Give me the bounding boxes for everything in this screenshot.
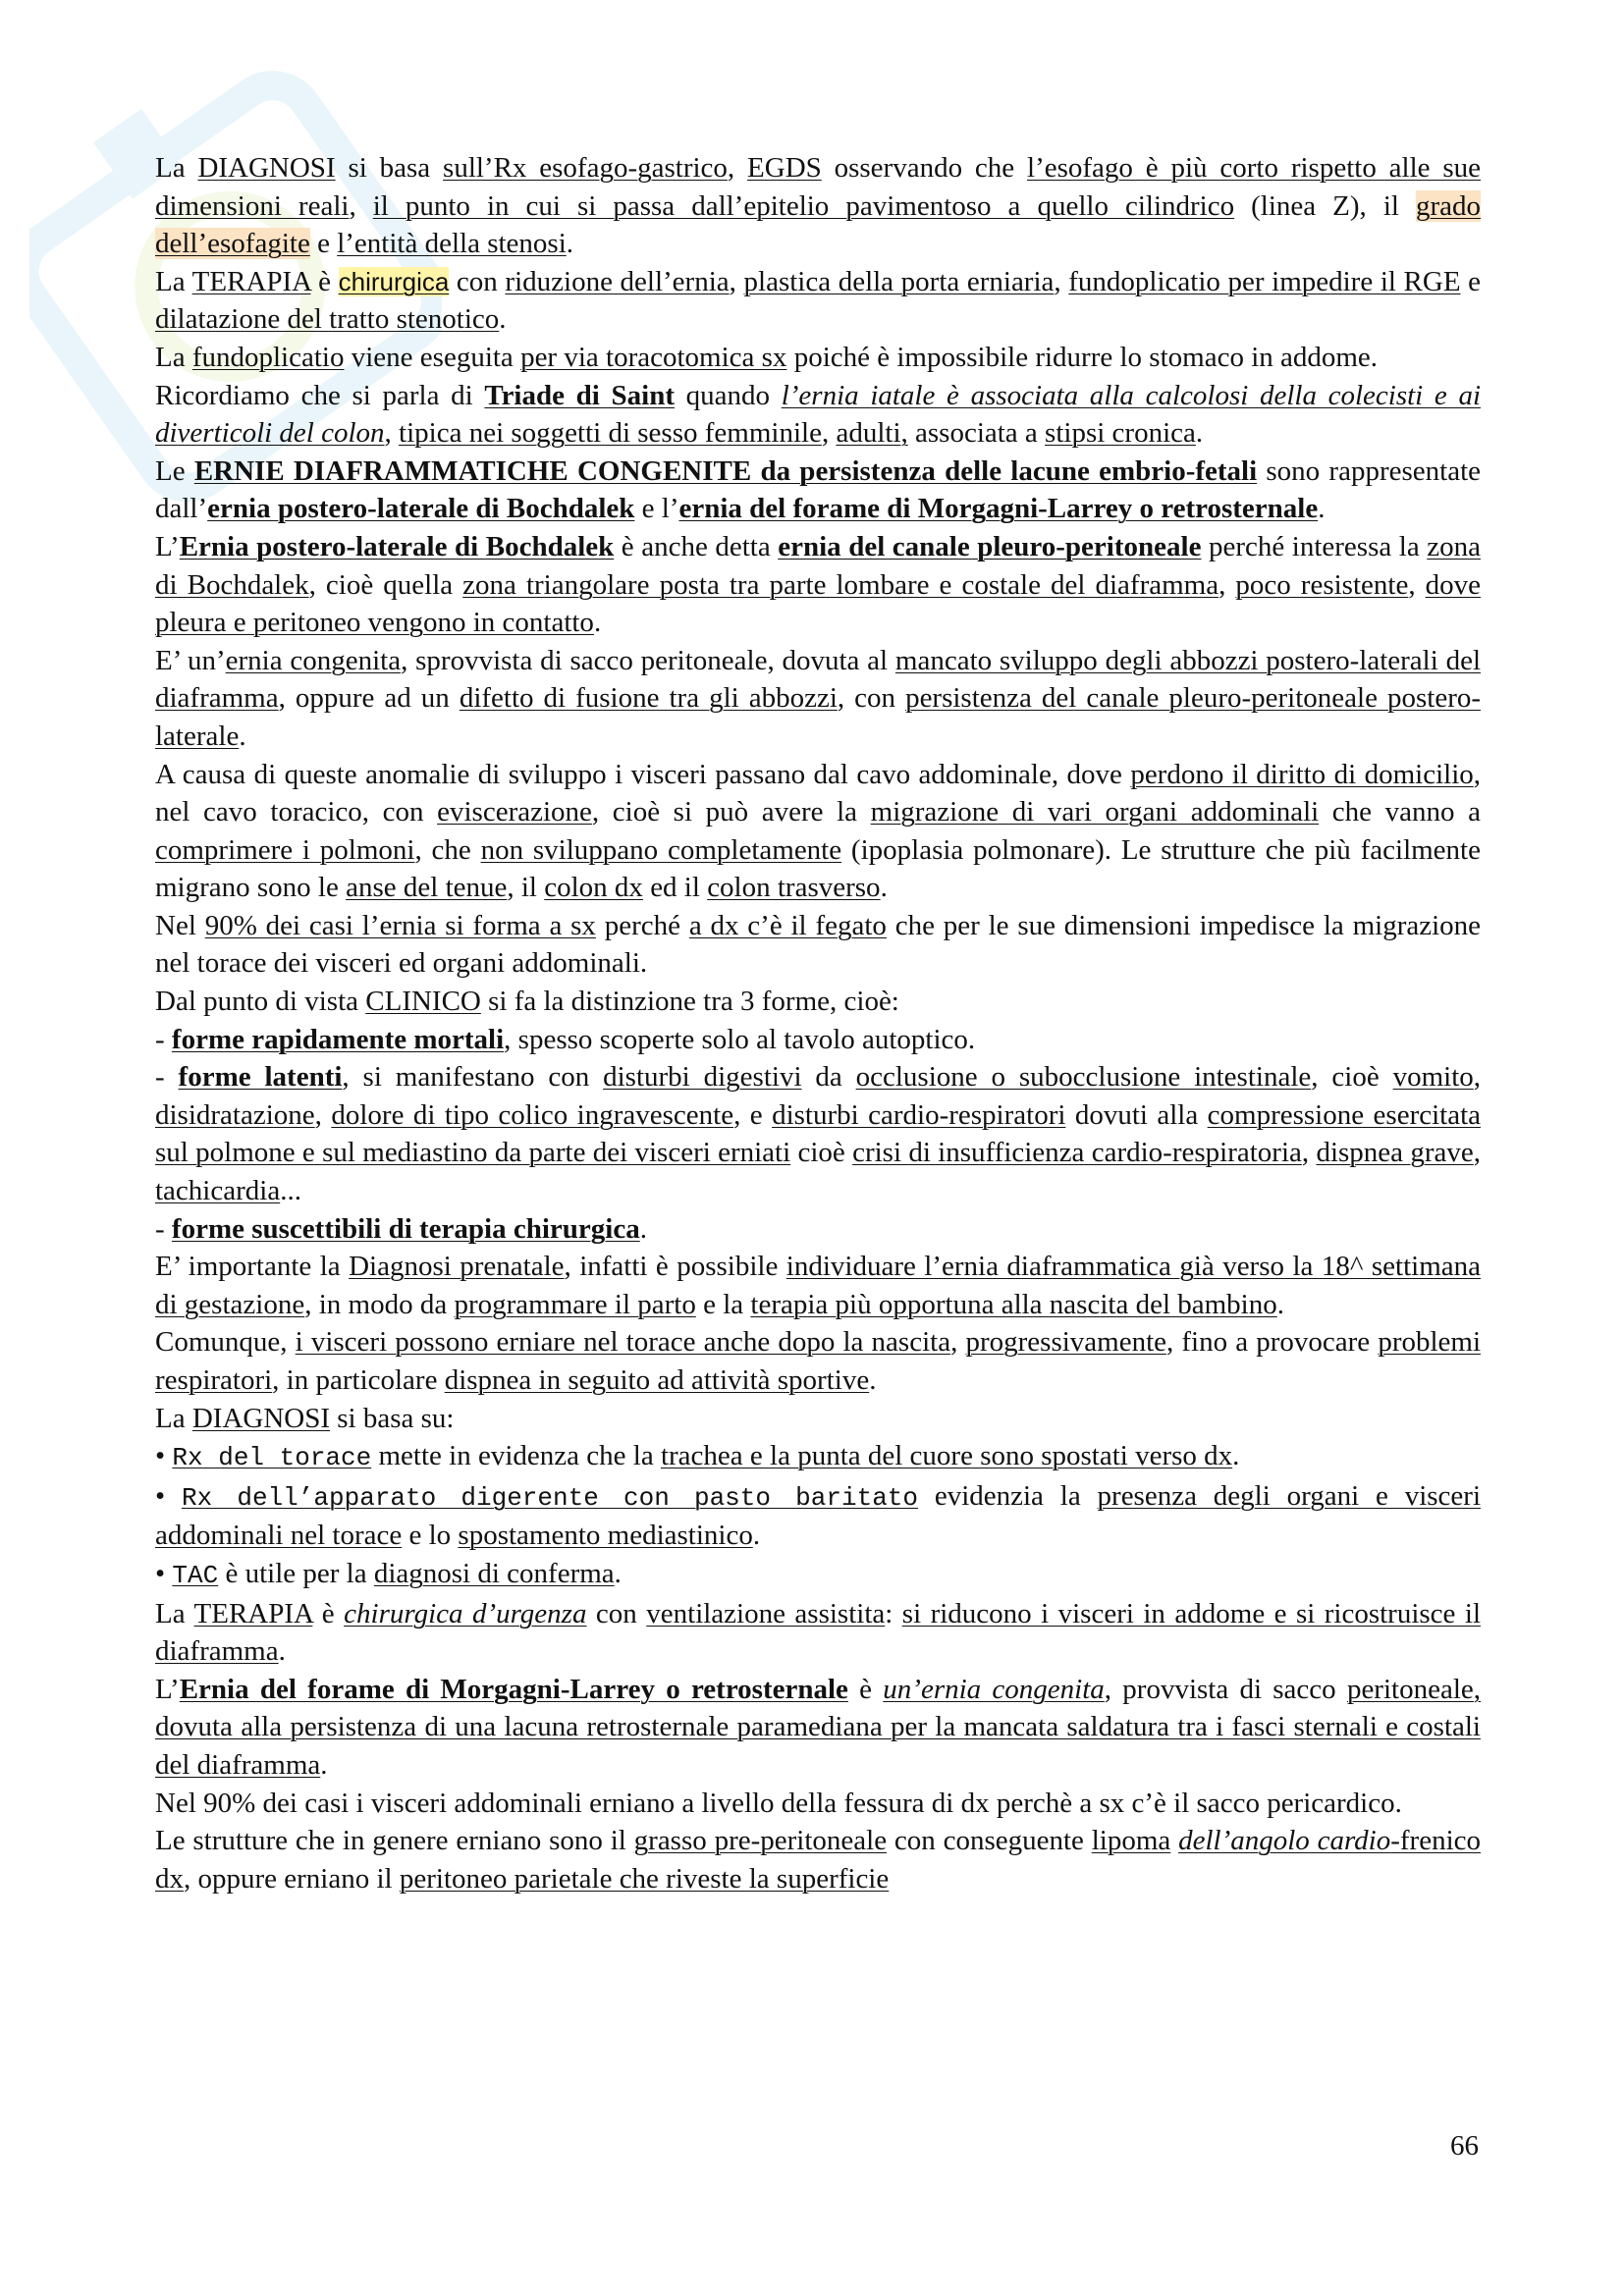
paragraph-anomalie: A causa di queste anomalie di sviluppo i visceri passano dal cavo addominale, dove perdono il diritto di domicilio, nel cavo toracico, con eviscerazione, cioè si può avere la migrazione di vari organi addominali che vanno a comprimere i polmoni, che non sviluppano completamente (ipoplasia polmonare). Le strutture che più facilmente migrano sono le anse del tenue, il colon dx ed il colon trasverso. <box>155 758 1481 904</box>
paragraph-morgagni: L’Ernia del forame di Morgagni-Larrey o retrosternale è un’ernia congenita, provvista di sacco peritoneale, dovuta alla persistenza di una lacuna retrosternale paramediana per la mancata saldatura tra i fasci sternali e costali del diaframma. <box>155 1673 1482 1781</box>
paragraph-fundoplicatio: La fundoplicatio viene eseguita per via toracotomica sx poiché è impossibile ridurre lo stomaco in addome. <box>155 341 1379 373</box>
paragraph-bochdalek: L’Ernia postero-laterale di Bochdalek è anche detta ernia del canale pleuro-peritoneale perché interessa la zona di Bochdalek, cioè quella zona triangolare posta tra parte lombare e costale del diaframma, poco resistente, dove pleura e peritoneo vengono in contatto. <box>155 530 1481 639</box>
list-item-tac: • TAC è utile per la diagnosi di conferma. <box>155 1557 622 1590</box>
paragraph-triade-saint: Ricordiamo che si parla di Triade di Saint quando l’ernia iatale è associata alla calcolosi della colecisti e ai diverticoli del colon, tipica nei soggetti di sesso femminile, adulti, associata a stipsi cronica. <box>155 379 1482 450</box>
paragraph-diagnosi-2: La DIAGNOSI si basa su: <box>155 1402 455 1434</box>
body-text <box>155 149 1481 1897</box>
list-item-rx-digerente: • Rx dell’apparato digerente con pasto baritato evidenzia la presenza degli organi e visceri addominali nel torace e lo spostamento mediastinico. <box>155 1479 1481 1552</box>
paragraph-terapia-1: La TERAPIA è chirurgica con riduzione dell’ernia, plastica della porta erniaria, fundoplicatio per impedire il RGE e dilatazione del tratto stenotico. <box>155 265 1482 336</box>
page-number: 66 <box>1450 2130 1479 2162</box>
paragraph-clinico: Dal punto di vista CLINICO si fa la distinzione tra 3 forme, cioè: <box>155 986 899 1018</box>
paragraph-diagnosi-1: La DIAGNOSI si basa sull’Rx esofago-gastrico, EGDS osservando che l’esofago è più corto rispetto alle sue dimensioni reali, il punto in cui si passa dall’epitelio pavimentoso a quello cilindrico (linea Z), il grado dell’esofagite e l’entità della stenosi. <box>155 152 1482 260</box>
paragraph-diagnosi-prenatale: E’ importante la Diagnosi prenatale, infatti è possibile individuare l’ernia diaframmatica già verso la 18^ settimana di gestazione, in modo da programmare il parto e la terapia più opportuna alla nascita del bambino. <box>155 1251 1481 1320</box>
paragraph-terapia-2: La TERAPIA è chirurgica d’urgenza con ventilazione assistita: si riducono i visceri in addome e si ricostruisce il diaframma. <box>155 1597 1481 1668</box>
paragraph-ernia-congenita: E’ un’ernia congenita, sprovvista di sacco peritoneale, dovuta al mancato sviluppo degli abbozzi postero-laterali del diaframma, oppure ad un difetto di fusione tra gli abbozzi, con persistenza del canale pleuro-peritoneale postero-laterale. <box>155 644 1482 752</box>
paragraph-ernie-congenite: Le ERNIE DIAFRAMMATICHE CONGENITE da persistenza delle lacune embrio-fetali sono rappresentate dall’ernia postero-laterale di Bochdalek e l’ernia del forame di Morgagni-Larrey o retrosternale. <box>155 454 1481 525</box>
paragraph-90-casi-dx: Nel 90% dei casi i visceri addominali erniano a livello della fessura di dx perchè a sx c’è il sacco pericardico. <box>155 1787 1402 1819</box>
paragraph-90-casi: Nel 90% dei casi l’ernia si forma a sx perché a dx c’è il fegato che per le sue dimensioni impedisce la migrazione nel torace dei visceri ed organi addominali. <box>155 909 1482 980</box>
list-item-forme-mortali: - forme rapidamente mortali, spesso scoperte solo al tavolo autoptico. <box>155 1023 976 1055</box>
paragraph-strutture: Le strutture che in genere erniano sono il grasso pre-peritoneale con conseguente lipoma dell’angolo cardio-frenico dx, oppure erniano il peritoneo parietale che riveste la superficie <box>155 1825 1482 1895</box>
list-item-forme-latenti: - forme latenti, si manifestano con disturbi digestivi da occlusione o subocclusione intestinale, cioè vomito, disidratazione, dolore di tipo colico ingravescente, e disturbi cardio-respiratori dovuti alla compressione esercitata sul polmone e sul mediastino da parte dei visceri erniati cioè crisi di insufficienza cardio-respiratoria, dispnea grave, tachicardia... <box>155 1061 1482 1207</box>
paragraph-dopo-nascita: Comunque, i visceri possono erniare nel torace anche dopo la nascita, progressivamente, fino a provocare problemi respiratori, in particolare dispnea in seguito ad attività sportive. <box>155 1326 1482 1396</box>
list-item-rx-torace: • Rx del torace mette in evidenza che la trachea e la punta del cuore sono spostati verso dx. <box>155 1440 1240 1473</box>
list-item-forme-chirurgiche: - forme suscettibili di terapia chirurgica. <box>155 1212 647 1245</box>
